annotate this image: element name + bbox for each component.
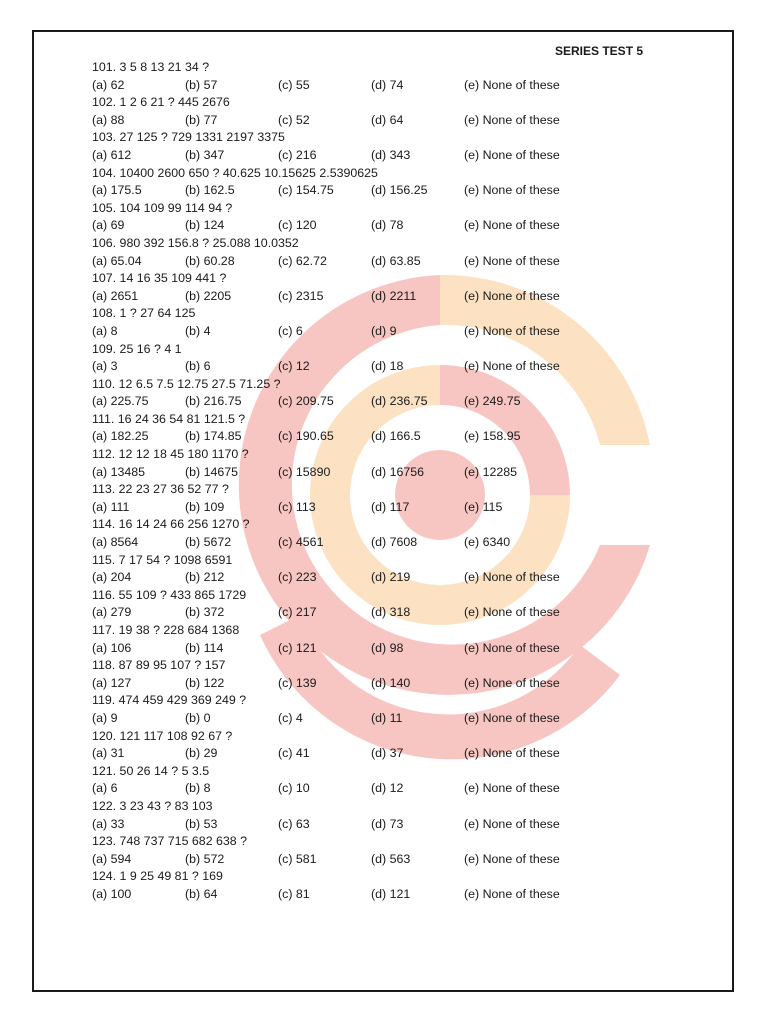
- option-d: (d) 2211: [371, 288, 417, 303]
- option-e: (e) None of these: [464, 886, 560, 901]
- option-c: (c) 4561: [278, 535, 324, 550]
- option-e: (e) None of these: [464, 640, 560, 655]
- options-row: [92, 393, 702, 411]
- options-row: [92, 499, 702, 517]
- question-text: 119. 474 459 429 369 249 ?: [92, 693, 247, 708]
- question-text: 105. 104 109 99 114 94 ?: [92, 200, 233, 215]
- options-row: [92, 464, 702, 482]
- option-e: (e) None of these: [464, 147, 560, 162]
- options-row: [92, 77, 702, 95]
- option-e: (e) 6340: [464, 535, 511, 550]
- option-a: (a) 594: [92, 851, 132, 866]
- option-d: (d) 73: [371, 816, 404, 831]
- option-d: (d) 98: [371, 640, 404, 655]
- option-a: (a) 13485: [92, 464, 146, 479]
- option-b: (b) 174.85: [185, 429, 242, 444]
- options-row: [92, 886, 702, 904]
- option-e: (e) None of these: [464, 323, 560, 338]
- option-c: (c) 12: [278, 359, 310, 374]
- option-e: (e) None of these: [464, 675, 560, 690]
- option-a: (a) 279: [92, 605, 132, 620]
- option-c: (c) 4: [278, 710, 303, 725]
- options-row: [92, 323, 702, 341]
- option-e: (e) None of these: [464, 710, 560, 725]
- option-b: (b) 124: [185, 218, 225, 233]
- options-row: [92, 640, 702, 658]
- option-c: (c) 190.65: [278, 429, 334, 444]
- question-text: 124. 1 9 25 49 81 ? 169: [92, 869, 223, 884]
- options-row: [92, 745, 702, 763]
- option-a: (a) 225.75: [92, 394, 149, 409]
- option-a: (a) 111: [92, 499, 130, 514]
- option-b: (b) 57: [185, 77, 218, 92]
- option-e: (e) None of these: [464, 746, 560, 761]
- option-d: (d) 63.85: [371, 253, 421, 268]
- option-e: (e) None of these: [464, 112, 560, 127]
- question-text: 115. 7 17 54 ? 1098 6591: [92, 552, 233, 567]
- option-d: (d) 9: [371, 323, 397, 338]
- option-c: (c) 55: [278, 77, 310, 92]
- option-b: (b) 5672: [185, 535, 232, 550]
- option-e: (e) None of these: [464, 359, 560, 374]
- option-c: (c) 81: [278, 886, 310, 901]
- option-a: (a) 106: [92, 640, 132, 655]
- option-e: (e) 249.75: [464, 394, 521, 409]
- option-a: (a) 3: [92, 359, 118, 374]
- option-c: (c) 216: [278, 147, 317, 162]
- option-b: (b) 216.75: [185, 394, 242, 409]
- question-text: 106. 980 392 156.8 ? 25.088 10.0352: [92, 235, 299, 250]
- option-c: (c) 52: [278, 112, 310, 127]
- option-b: (b) 0: [185, 710, 211, 725]
- option-b: (b) 6: [185, 359, 211, 374]
- question-text: 102. 1 2 6 21 ? 445 2676: [92, 95, 230, 110]
- question-text: 120. 121 117 108 92 67 ?: [92, 728, 233, 743]
- question-text: 110. 12 6.5 7.5 12.75 27.5 71.25 ?: [92, 376, 281, 391]
- options-row: [92, 253, 702, 271]
- option-e: (e) None of these: [464, 570, 560, 585]
- question-list: [92, 44, 702, 904]
- option-d: (d) 18: [371, 359, 404, 374]
- option-e: (e) 115: [464, 499, 503, 514]
- option-b: (b) 8: [185, 781, 211, 796]
- question-text: 117. 19 38 ? 228 684 1368: [92, 623, 240, 637]
- option-b: (b) 162.5: [185, 183, 235, 198]
- options-row: [92, 182, 702, 200]
- question-text: 107. 14 16 35 109 441 ?: [92, 271, 227, 286]
- option-d: (d) 64: [371, 112, 404, 127]
- option-a: (a) 69: [92, 218, 125, 233]
- option-d: (d) 16756: [371, 464, 425, 479]
- option-e: (e) None of these: [464, 605, 560, 620]
- question-text: 122. 3 23 43 ? 83 103: [92, 798, 213, 813]
- option-a: (a) 2651: [92, 288, 139, 303]
- option-c: (c) 113: [278, 499, 316, 514]
- option-b: (b) 109: [185, 499, 225, 514]
- question-text: 121. 50 26 14 ? 5 3.5: [92, 763, 210, 778]
- option-d: (d) 117: [371, 499, 410, 514]
- option-d: (d) 74: [371, 77, 404, 92]
- options-row: [92, 358, 702, 376]
- option-a: (a) 8: [92, 323, 118, 338]
- option-b: (b) 2205: [185, 288, 232, 303]
- option-c: (c) 209.75: [278, 394, 334, 409]
- options-row: [92, 675, 702, 693]
- option-a: (a) 204: [92, 570, 132, 585]
- option-b: (b) 64: [185, 886, 218, 901]
- option-e: (e) None of these: [464, 781, 560, 796]
- option-a: (a) 6: [92, 781, 118, 796]
- option-c: (c) 581: [278, 851, 317, 866]
- question-text: 118. 87 89 95 107 ? 157: [92, 658, 226, 673]
- option-a: (a) 62: [92, 77, 125, 92]
- option-d: (d) 37: [371, 746, 404, 761]
- option-c: (c) 62.72: [278, 253, 327, 268]
- question-text: 123. 748 737 715 682 638 ?: [92, 834, 248, 849]
- option-e: (e) None of these: [464, 851, 560, 866]
- option-b: (b) 122: [185, 675, 225, 690]
- option-e: (e) 12285: [464, 464, 518, 479]
- question-text: 108. 1 ? 27 64 125: [92, 306, 196, 321]
- option-d: (d) 563: [371, 851, 411, 866]
- option-c: (c) 223: [278, 570, 317, 585]
- option-d: (d) 166.5: [371, 429, 421, 444]
- question-text: 116. 55 109 ? 433 865 1729: [92, 587, 247, 602]
- options-row: [92, 710, 702, 728]
- option-b: (b) 347: [185, 147, 225, 162]
- question-text: 101. 3 5 8 13 21 34 ?: [92, 60, 210, 74]
- option-d: (d) 140: [371, 675, 411, 690]
- option-b: (b) 4: [185, 323, 211, 338]
- option-d: (d) 7608: [371, 535, 418, 550]
- option-d: (d) 156.25: [371, 183, 428, 198]
- options-row: [92, 217, 702, 235]
- option-e: (e) None of these: [464, 183, 560, 198]
- options-row: [92, 112, 702, 130]
- option-a: (a) 88: [92, 112, 125, 127]
- option-b: (b) 14675: [185, 464, 239, 479]
- option-b: (b) 60.28: [185, 253, 235, 268]
- option-c: (c) 15890: [278, 464, 331, 479]
- option-e: (e) None of these: [464, 816, 560, 831]
- options-row: [92, 428, 702, 446]
- option-a: (a) 8564: [92, 535, 139, 550]
- option-b: (b) 572: [185, 851, 225, 866]
- options-row: [92, 288, 702, 306]
- options-row: [92, 147, 702, 165]
- options-row: [92, 851, 702, 869]
- option-b: (b) 53: [185, 816, 218, 831]
- option-d: (d) 11: [371, 710, 403, 725]
- option-a: (a) 127: [92, 675, 132, 690]
- option-c: (c) 6: [278, 323, 303, 338]
- option-a: (a) 182.25: [92, 429, 149, 444]
- option-e: (e) None of these: [464, 288, 560, 303]
- option-b: (b) 372: [185, 605, 225, 620]
- option-c: (c) 121: [278, 640, 317, 655]
- option-d: (d) 219: [371, 570, 411, 585]
- option-d: (d) 121: [371, 886, 411, 901]
- question-text: 114. 16 14 24 66 256 1270 ?: [92, 517, 250, 532]
- options-row: [92, 534, 702, 552]
- question-text: 104. 10400 2600 650 ? 40.625 10.15625 2.5390625: [92, 165, 378, 180]
- options-row: [92, 780, 702, 798]
- option-a: (a) 100: [92, 886, 132, 901]
- option-c: (c) 154.75: [278, 183, 334, 198]
- option-a: (a) 175.5: [92, 183, 142, 198]
- option-c: (c) 120: [278, 218, 317, 233]
- option-a: (a) 65.04: [92, 253, 142, 268]
- option-e: (e) None of these: [464, 253, 560, 268]
- option-a: (a) 612: [92, 147, 132, 162]
- question-text: 111. 16 24 36 54 81 121.5 ?: [92, 411, 246, 426]
- option-e: (e) None of these: [464, 218, 560, 233]
- option-a: (a) 33: [92, 816, 125, 831]
- option-d: (d) 12: [371, 781, 404, 796]
- option-a: (a) 9: [92, 710, 118, 725]
- option-d: (d) 78: [371, 218, 404, 233]
- option-c: (c) 63: [278, 816, 310, 831]
- question-text: 103. 27 125 ? 729 1331 2197 3375: [92, 130, 285, 145]
- option-d: (d) 343: [371, 147, 411, 162]
- option-b: (b) 29: [185, 746, 218, 761]
- options-row: [92, 569, 702, 587]
- options-row: [92, 816, 702, 834]
- page-title: SERIES TEST 5: [555, 44, 644, 58]
- option-e: (e) None of these: [464, 77, 560, 92]
- option-e: (e) 158.95: [464, 429, 521, 444]
- option-b: (b) 114: [185, 640, 224, 655]
- option-c: (c) 41: [278, 746, 310, 761]
- option-d: (d) 318: [371, 605, 411, 620]
- option-c: (c) 139: [278, 675, 317, 690]
- question-text: 109. 25 16 ? 4 1: [92, 341, 182, 356]
- options-row: [92, 604, 702, 622]
- option-d: (d) 236.75: [371, 394, 428, 409]
- option-c: (c) 10: [278, 781, 310, 796]
- option-b: (b) 212: [185, 570, 225, 585]
- option-c: (c) 2315: [278, 288, 324, 303]
- option-c: (c) 217: [278, 605, 317, 620]
- option-a: (a) 31: [92, 746, 125, 761]
- question-text: 113. 22 23 27 36 52 77 ?: [92, 482, 229, 497]
- option-b: (b) 77: [185, 112, 218, 127]
- question-text: 112. 12 12 18 45 180 1170 ?: [92, 447, 249, 462]
